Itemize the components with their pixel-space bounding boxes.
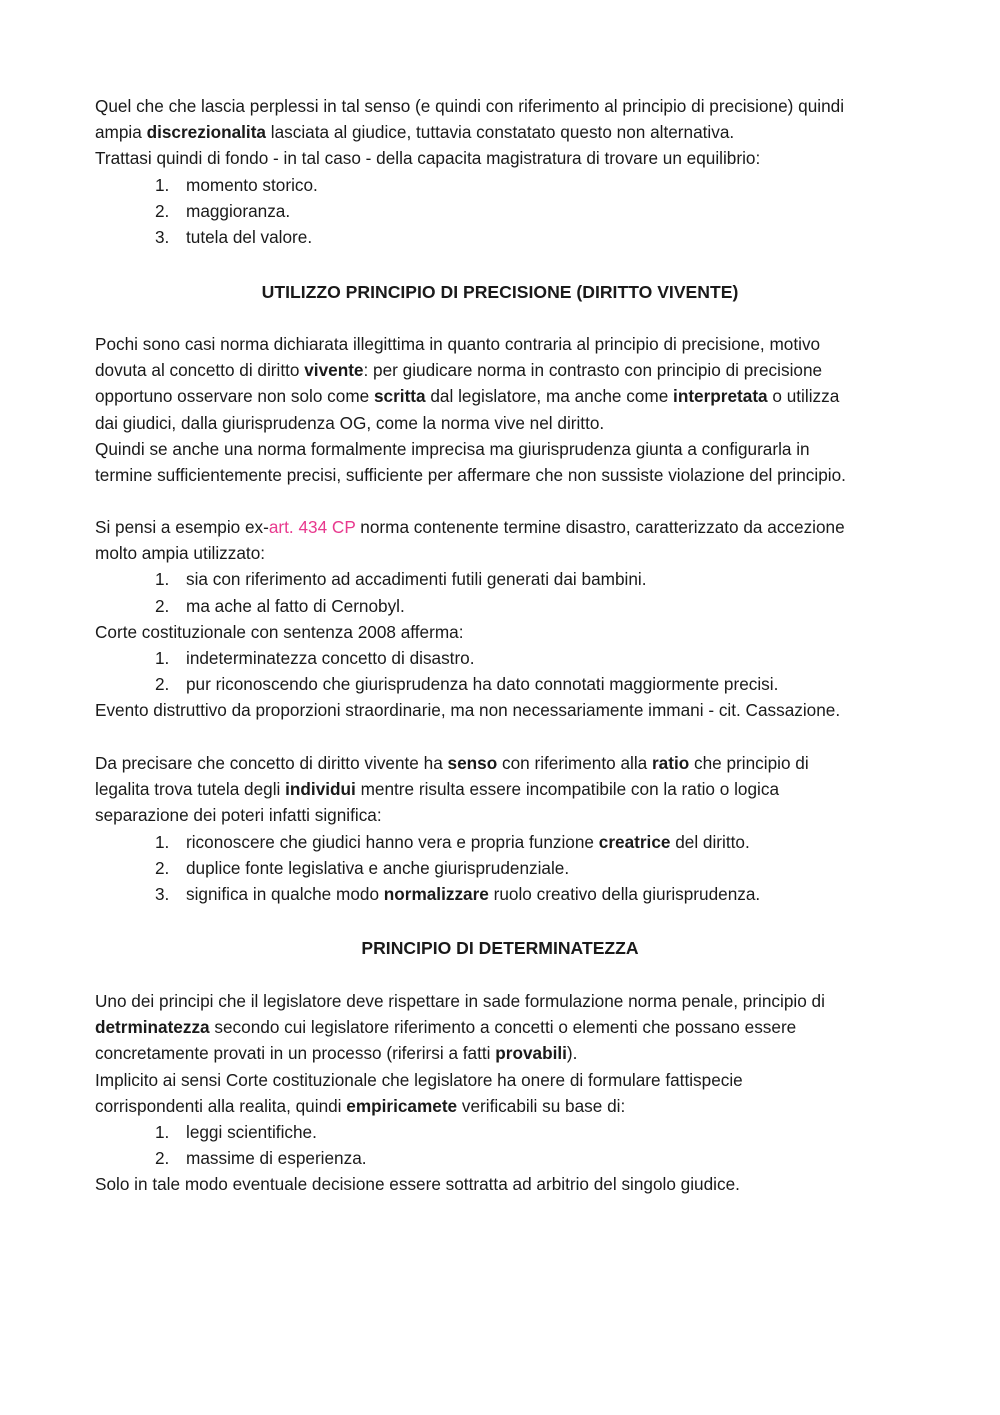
list-number: 1. xyxy=(155,647,170,668)
text-line: Evento distruttivo da proporzioni straordinarie, ma non necessariamente immani - cit. Cassazione. xyxy=(95,700,841,721)
bold-term: provabili xyxy=(495,1043,567,1064)
bold-term: ratio xyxy=(651,753,690,773)
text-line: concretamente provati in un processo (riferirsi a fatti provabili). xyxy=(95,1043,578,1064)
text-line: termine sufficientemente precisi, sufficiente per affermare che non sussiste violazione del principio. xyxy=(95,464,846,485)
text-line: Corte costituzionale con sentenza 2008 afferma: xyxy=(95,621,464,642)
text-line: Uno dei principi che il legislatore deve rispettare in sade formulazione norma penale, principio di xyxy=(95,991,825,1011)
list-item: 3. significa in qualche modo normalizzare ruolo creativo della giurisprudenza. xyxy=(95,881,955,907)
list-item: 1. indeterminatezza concetto di disastro. xyxy=(95,645,955,671)
text-line: dovuta al concetto di diritto vivente: per giudicare norma in contrasto con principio di precisione xyxy=(95,360,823,381)
text-line: legalita trova tutela degli individui mentre risulta essere incompatibile con la ratio o logica xyxy=(95,779,780,800)
list-number: 3. xyxy=(155,226,170,247)
bold-term: vivente xyxy=(304,360,364,381)
text-line: Da precisare che concetto di diritto vivente ha senso con riferimento alla ratio che principio di xyxy=(95,753,809,773)
list-number: 1. xyxy=(155,831,170,852)
list-number: 2. xyxy=(155,857,170,878)
bold-term: detrminatezza xyxy=(95,1017,210,1038)
list-item: 1. sia con riferimento ad accadimenti futili generati dai bambini. xyxy=(95,566,955,592)
list-item: 1. riconoscere che giudici hanno vera e propria funzione creatrice del diritto. xyxy=(95,829,955,855)
list-number: 2. xyxy=(155,1148,170,1169)
bold-term: discrezionalita xyxy=(146,122,266,143)
list-number: 1. xyxy=(155,174,170,195)
text-line: dai giudici, dalla giurisprudenza OG, come la norma vive nel diritto. xyxy=(95,412,605,433)
text-line: detrminatezza secondo cui legislatore riferimento a concetti o elementi che possano essere xyxy=(95,1017,797,1038)
list-number: 1. xyxy=(155,1121,170,1142)
article-link[interactable]: art. 434 CP xyxy=(268,517,356,537)
text-line: ampia discrezionalita lasciata al giudice, tuttavia constatato questo non alternativa. xyxy=(95,122,735,143)
list-item: 2. duplice fonte legislativa e anche giurisprudenziale. xyxy=(95,855,955,881)
section-heading: PRINCIPIO DI DETERMINATEZZA xyxy=(361,938,639,958)
list-item: 2. ma ache al fatto di Cernobyl. xyxy=(95,593,955,619)
list-item: 3. tutela del valore. xyxy=(95,224,955,250)
bold-term: interpretata xyxy=(673,386,768,407)
text-line: molto ampia utilizzato: xyxy=(95,543,266,564)
bold-term: normalizzare xyxy=(383,883,489,904)
bold-term: empiricamete xyxy=(346,1095,458,1116)
list-item: 2. maggioranza. xyxy=(95,198,955,224)
list-number: 2. xyxy=(155,674,170,695)
list-item: 1. leggi scientifiche. xyxy=(95,1119,955,1145)
text-line: opportuno osservare non solo come scritta dal legislatore, ma anche come interpretata o utilizza xyxy=(95,386,840,407)
bold-term: creatrice xyxy=(598,831,671,852)
text-line: separazione dei poteri infatti significa: xyxy=(95,805,382,826)
diritto-vivente-paragraph xyxy=(95,331,955,488)
example-paragraph xyxy=(95,514,955,724)
text-line: Pochi sono casi norma dichiarata illegittima in quanto contraria al principio di precisione, motivo xyxy=(95,334,821,354)
determinatezza-paragraph xyxy=(95,988,955,1198)
text-line: Quindi se anche una norma formalmente imprecisa ma giurisprudenza giunta a configurarla in xyxy=(95,438,810,459)
list-item: 2. pur riconoscendo che giurisprudenza ha dato connotati maggiormente precisi. xyxy=(95,671,955,697)
list-item: 2. massime di esperienza. xyxy=(95,1145,955,1171)
intro-paragraph xyxy=(95,93,955,250)
list-number: 2. xyxy=(155,595,170,616)
list-number: 1. xyxy=(155,569,170,590)
section-heading: UTILIZZO PRINCIPIO DI PRECISIONE (DIRITTO VIVENTE) xyxy=(261,282,739,302)
list-item: 1. momento storico. xyxy=(95,172,955,198)
list-number: 3. xyxy=(155,883,170,904)
bold-term: senso xyxy=(447,753,498,773)
ratio-paragraph xyxy=(95,750,955,907)
text-line: Implicito ai sensi Corte costituzionale che legislatore ha onere di formulare fattispecie xyxy=(95,1069,743,1090)
bold-term: individui xyxy=(285,779,356,800)
list-number: 2. xyxy=(155,200,170,221)
text-line: Quel che che lascia perplessi in tal senso (e quindi con riferimento al principio di precisione) quindi xyxy=(95,96,845,116)
text-line: Trattasi quindi di fondo - in tal caso - della capacita magistratura di trovare un equilibrio: xyxy=(95,148,761,169)
text-line: Si pensi a esempio ex-art. 434 CP norma contenente termine disastro, caratterizzato da accezione xyxy=(95,517,845,537)
bold-term: scritta xyxy=(374,386,426,407)
text-line: Solo in tale modo eventuale decisione essere sottratta ad arbitrio del singolo giudice. xyxy=(95,1174,740,1195)
text-line: corrispondenti alla realita, quindi empiricamete verificabili su base di: xyxy=(95,1095,626,1116)
